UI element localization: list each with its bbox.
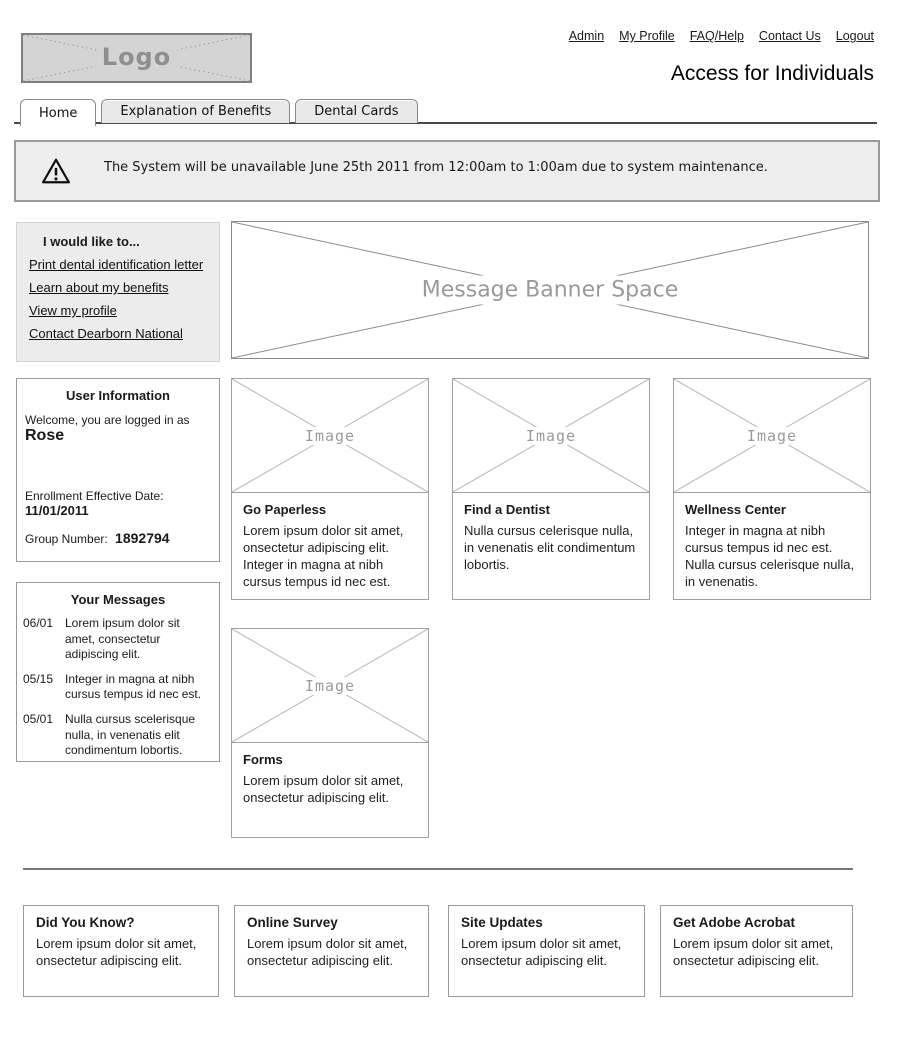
message-date: 05/01 [23, 711, 54, 726]
message-text: Integer in magna at nibh cursus tempus id nec est. [65, 671, 202, 702]
image-placeholder [674, 379, 870, 493]
your-messages-panel [16, 582, 220, 762]
enrollment-label: Enrollment Effective Date: [25, 489, 164, 503]
group-number-value: 1892794 [115, 530, 170, 546]
card-online-survey[interactable] [234, 905, 429, 997]
message-row [23, 616, 213, 663]
card-wellness-center[interactable] [673, 378, 871, 600]
card-text: Integer in magna at nibh cursus tempus id nec est. Nulla cursus celerisque nulla, in venenatis. [685, 523, 855, 590]
card-get-adobe-acrobat[interactable] [660, 905, 853, 997]
quick-links-title: I would like to... [43, 234, 140, 249]
quick-links-panel [16, 222, 220, 362]
nav-link-faq-help[interactable]: FAQ/Help [689, 29, 744, 43]
link-view-my-profile[interactable]: View my profile [29, 303, 117, 318]
logo-label: Logo [96, 43, 177, 71]
card-text: Lorem ipsum dolor sit amet, onsectetur adipiscing elit. Integer in magna at nibh cursus tempus id nec est. [243, 523, 404, 590]
group-number-line [25, 530, 211, 546]
message-row [23, 672, 213, 703]
user-information-panel [16, 378, 220, 562]
tab-explanation-of-benefits[interactable]: Explanation of Benefits [101, 99, 290, 123]
image-placeholder [453, 379, 649, 493]
card-title: Get Adobe Acrobat [673, 915, 796, 930]
footer-divider [23, 868, 853, 870]
logo[interactable] [21, 33, 252, 83]
card-title: Find a Dentist [464, 502, 550, 517]
card-did-you-know[interactable] [23, 905, 219, 997]
nav-link-admin[interactable]: Admin [568, 29, 605, 43]
card-title: Wellness Center [685, 502, 786, 517]
message-text: Lorem ipsum dolor sit amet, consectetur adipiscing elit. [65, 616, 180, 662]
card-title: Did You Know? [36, 915, 135, 930]
enrollment-line [25, 489, 211, 518]
message-banner-label: Message Banner Space [412, 276, 689, 305]
link-contact-dearborn-national[interactable]: Contact Dearborn National [29, 326, 183, 341]
user-information-title: User Information [65, 388, 170, 403]
image-placeholder-label: Image [299, 427, 361, 445]
card-title: Forms [243, 752, 283, 767]
welcome-line [25, 413, 211, 445]
nav-link-logout[interactable]: Logout [835, 29, 874, 43]
message-date: 06/01 [23, 616, 54, 630]
image-placeholder-label: Image [741, 427, 803, 445]
tab-dental-cards[interactable]: Dental Cards [295, 99, 417, 123]
card-go-paperless[interactable] [231, 378, 429, 600]
page-title: Access for Individuals [670, 62, 874, 85]
card-text: Lorem ipsum dolor sit amet, onsectetur adipiscing elit. [461, 936, 622, 969]
card-title: Site Updates [461, 915, 543, 930]
system-alert-text: The System will be unavailable June 25th 2011 from 12:00am to 1:00am due to system maintenance. [104, 160, 768, 175]
message-date: 05/15 [23, 671, 54, 686]
top-nav [569, 29, 874, 43]
card-text: Lorem ipsum dolor sit amet, onsectetur adipiscing elit. [243, 773, 404, 806]
image-placeholder-label: Image [520, 427, 582, 445]
enrollment-date: 11/01/2011 [25, 503, 89, 518]
card-title: Go Paperless [243, 502, 327, 517]
tab-bar [20, 99, 418, 123]
image-placeholder [232, 629, 428, 743]
card-forms[interactable] [231, 628, 429, 838]
card-site-updates[interactable] [448, 905, 645, 997]
card-text: Lorem ipsum dolor sit amet, onsectetur adipiscing elit. [673, 936, 834, 969]
image-placeholder-label: Image [299, 677, 361, 695]
link-learn-about-my-benefits[interactable]: Learn about my benefits [29, 280, 169, 295]
user-name: Rose [25, 427, 65, 444]
card-text: Lorem ipsum dolor sit amet, onsectetur adipiscing elit. [247, 936, 408, 969]
welcome-prefix: Welcome, you are logged in as [25, 413, 190, 427]
message-text: Nulla cursus scelerisque nulla, in venenatis elit condimentum lobortis. [65, 711, 196, 758]
card-text: Nulla cursus celerisque nulla, in venenatis elit condimentum lobortis. [464, 523, 636, 573]
nav-link-contact-us[interactable]: Contact Us [758, 29, 821, 43]
message-row [23, 712, 213, 759]
message-banner-placeholder [231, 221, 869, 359]
image-placeholder [232, 379, 428, 493]
card-text: Lorem ipsum dolor sit amet, onsectetur adipiscing elit. [36, 936, 197, 969]
link-print-dental-identification-letter[interactable]: Print dental identification letter [29, 257, 204, 272]
system-alert-banner [14, 140, 880, 202]
your-messages-title: Your Messages [70, 592, 166, 607]
nav-link-my-profile[interactable]: My Profile [619, 29, 675, 43]
card-title: Online Survey [247, 915, 338, 930]
card-find-a-dentist[interactable] [452, 378, 650, 600]
group-number-label: Group Number: [25, 532, 112, 546]
warning-triangle-icon [40, 156, 72, 191]
tab-home[interactable]: Home [20, 99, 96, 126]
